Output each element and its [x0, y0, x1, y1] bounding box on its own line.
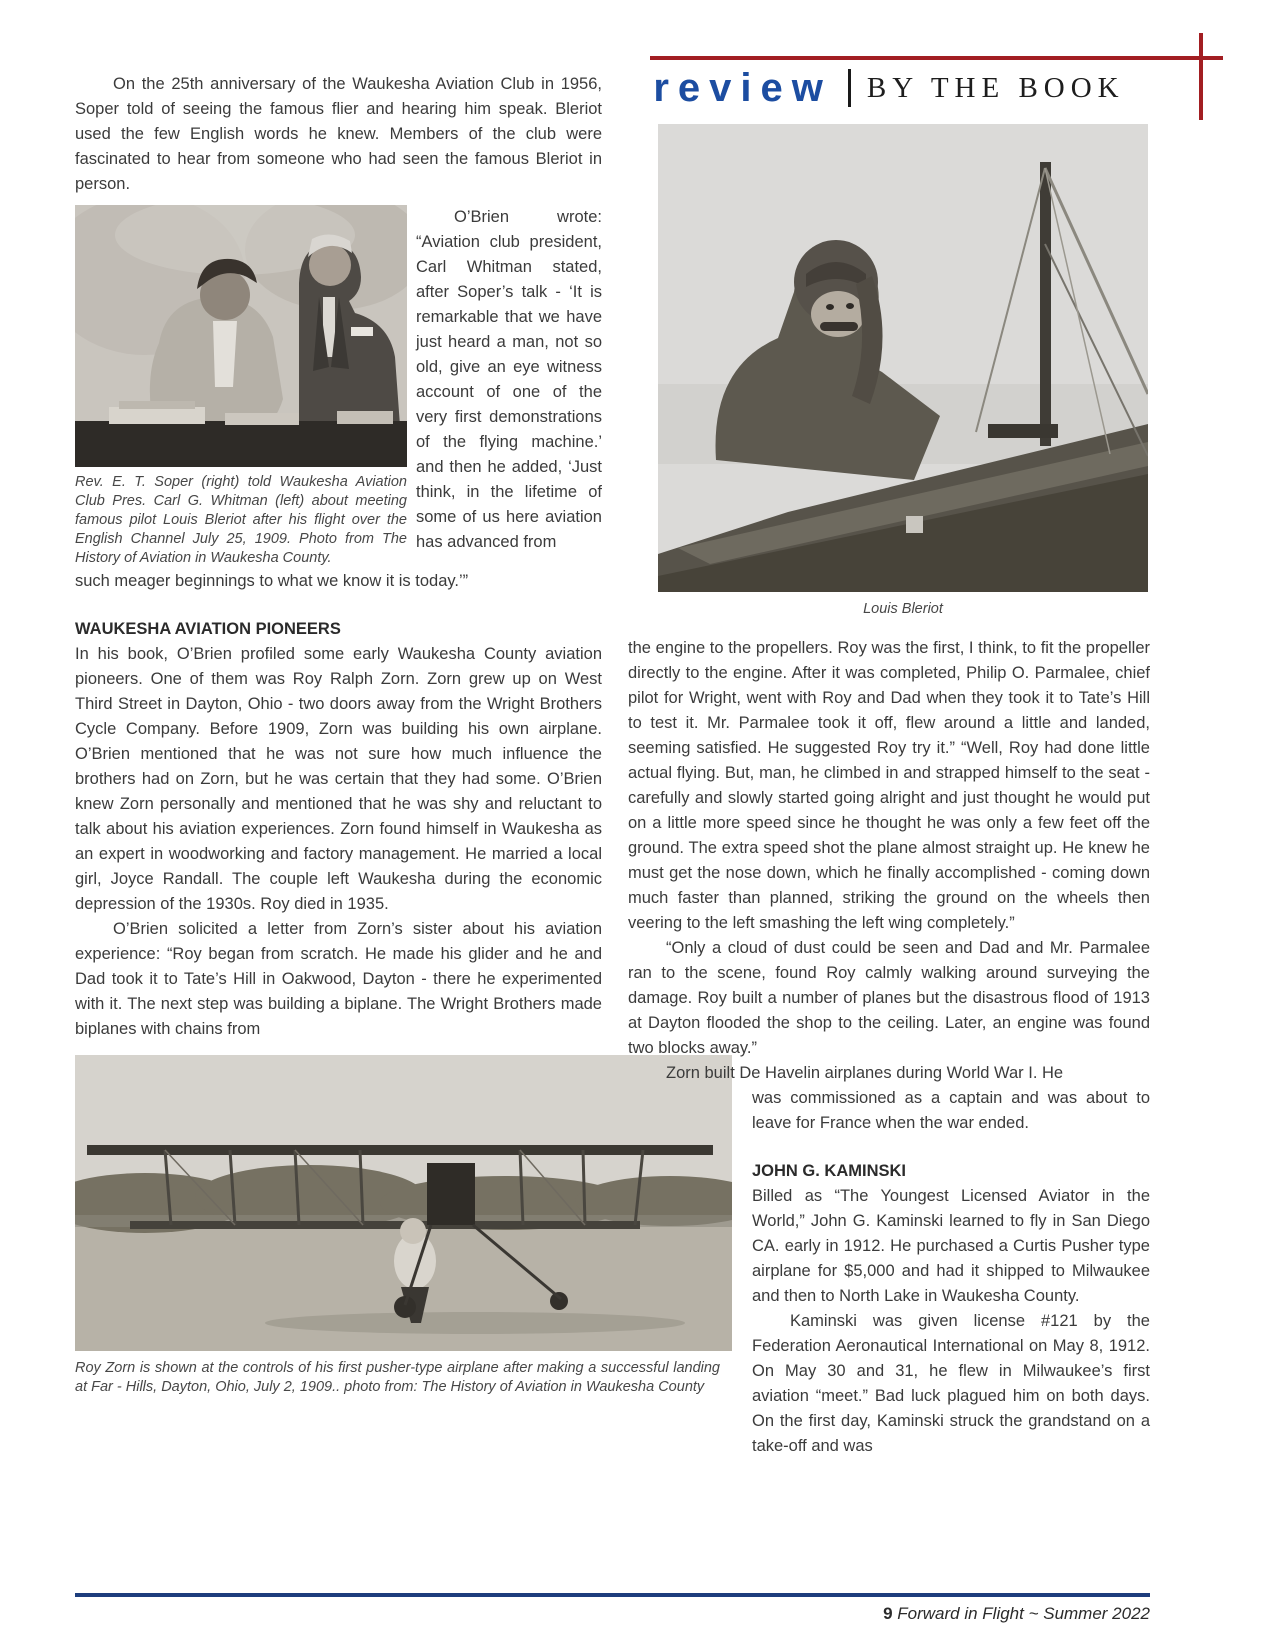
footer-page-number: 9 — [883, 1604, 893, 1623]
footer-rule — [75, 1593, 1150, 1597]
intro-paragraph: On the 25th anniversary of the Waukesha Aviation Club in 1956, Soper told of seeing the famous flier and hearing him speak. Bleriot used the few English words he knew. Members of the club were fascinated to hear from someone who had seen the famous Bleriot in person. — [75, 75, 602, 193]
pioneers-paragraph-1: In his book, O’Brien profiled some early Waukesha County aviation pioneers. One of them was Roy Ralph Zorn. Zorn grew up on West Third Street in Dayton, Ohio - two doors away from the Wright Brothers Cycle Company. Before 1909, Zorn was building his own airplane. O’Brien mentioned that he was not sure how much influence the brothers had on Zorn, but he was certain that they had some. O’Brien knew Zorn personally and mentioned that he was shy and reluctant to talk about his aviation experiences. Zorn found himself in Waukesha as an expert in woodworking and factory management. He married a local girl, Joyce Randall. The couple left Waukesha during the economic depression of the 1930s. Roy died in 1935. — [75, 645, 602, 913]
masthead-rule-vertical — [1199, 33, 1203, 120]
page-footer — [628, 1604, 1150, 1624]
kaminski-paragraph-2: Kaminski was given license #121 by the Federation Aeronautical International on May 8, 1912. On May 30 and 31, he flew in Milwaukee’s first aviation “meet.” Bad luck plagued him on both days. On the first day, Kaminski struck the grandstand on a take-off and was — [752, 1312, 1150, 1455]
zorn-photo-caption: Roy Zorn is shown at the controls of his first pusher-type airplane after making a successful landing at Far - Hills, Dayton, Ohio, July 2, 1909.. photo from: The History of Aviation in Waukesha County — [75, 1360, 720, 1395]
bleriot-photo-figure — [658, 124, 1148, 619]
obrien-quote-continuation: such meager beginnings to what we know it is today.’” — [75, 572, 469, 590]
ww1-paragraph-wrap: was commissioned as a captain and was about to leave for France when the war ended. — [752, 1089, 1150, 1132]
right-column — [628, 636, 1150, 1459]
kaminski-heading: JOHN G. KAMINSKI — [752, 1162, 907, 1180]
masthead-rule-horizontal — [650, 56, 1223, 60]
left-column — [75, 72, 720, 1397]
bleriot-photo-caption: Louis Bleriot — [863, 601, 943, 617]
pioneers-heading: WAUKESHA AVIATION PIONEERS — [75, 620, 341, 638]
by-the-book-label: BY THE BOOK — [866, 71, 1125, 104]
masthead-divider-bar — [848, 69, 851, 107]
soper-whitman-photo — [75, 205, 407, 467]
soper-photo-figure — [75, 205, 407, 568]
masthead — [628, 64, 1150, 112]
pioneers-paragraph-2: O’Brien solicited a letter from Zorn’s sister about his aviation experience: “Roy began from scratch. He made his glider and he and Dad took it to Tate’s Hill in Oakwood, Dayton - there he experimented with it. The next step was building a biplane. The Wright Brothers made biplanes with chains from — [75, 920, 602, 1038]
ww1-paragraph-start: Zorn built De Havelin airplanes during World War I. He — [666, 1064, 1064, 1082]
obrien-quote-text: O’Brien wrote: “Aviation club president, Carl Whitman stated, after Soper’s talk - ‘It is remarkable that we have just heard a man, not so old, give an eye witness account of one of the very first demonstrations of the flying machine.’ and then he added, ‘Just think, in the lifetime of some of us here aviation has advanced from — [416, 208, 602, 551]
engine-paragraph: the engine to the propellers. Roy was the first, I think, to fit the propeller directly to the engine. After it was completed, Philip O. Parmalee, chief pilot for Wright, went with Roy and Dad when they took it to Tate’s Hill to test it. Mr. Parmalee took it off, flew around a little and landed, seeming satisfied. He suggested Roy try it.” “Well, Roy had done little actual flying. But, man, he climbed in and strapped himself to the seat - carefully and slowly started going alright and just thought he would put on a little more speed since he thought he was only a few feet off the ground. The extra speed shot the plane almost straight up. He knew he must get the nose down, which he finally accomplished - coming down much faster than planned, striking the ground on the wheels then veering to the left smashing the left wing completely.” — [628, 639, 1150, 932]
wrapped-text-block — [752, 1086, 1150, 1459]
crash-aftermath-paragraph: “Only a cloud of dust could be seen and Dad and Mr. Parmalee ran to the scene, found Roy calmly walking around surveying the damage. Roy built a number of planes but the disastrous flood of 1913 at Dayton flooded the shop to the ceiling. Later, an engine was found two blocks away.” — [628, 939, 1150, 1057]
soper-figure-row — [75, 205, 602, 568]
review-label: review — [653, 65, 832, 110]
bleriot-photo — [658, 124, 1148, 592]
obrien-quote-column — [416, 205, 602, 568]
soper-photo-caption: Rev. E. T. Soper (right) told Waukesha Aviation Club Pres. Carl G. Whitman (left) about meeting famous pilot Louis Bleriot after his flight over the English Channel July 25, 1909. Photo from The History of Aviation in Waukesha County. — [75, 474, 407, 566]
kaminski-paragraph-1: Billed as “The Youngest Licensed Aviator in the World,” John G. Kaminski learned to fly in San Diego CA. early in 1912. He purchased a Curtis Pusher type airplane for $5,000 and had it shipped to Milwaukee and then to North Lake in Waukesha County. — [752, 1187, 1150, 1305]
footer-publication: Forward in Flight ~ Summer 2022 — [892, 1604, 1150, 1623]
